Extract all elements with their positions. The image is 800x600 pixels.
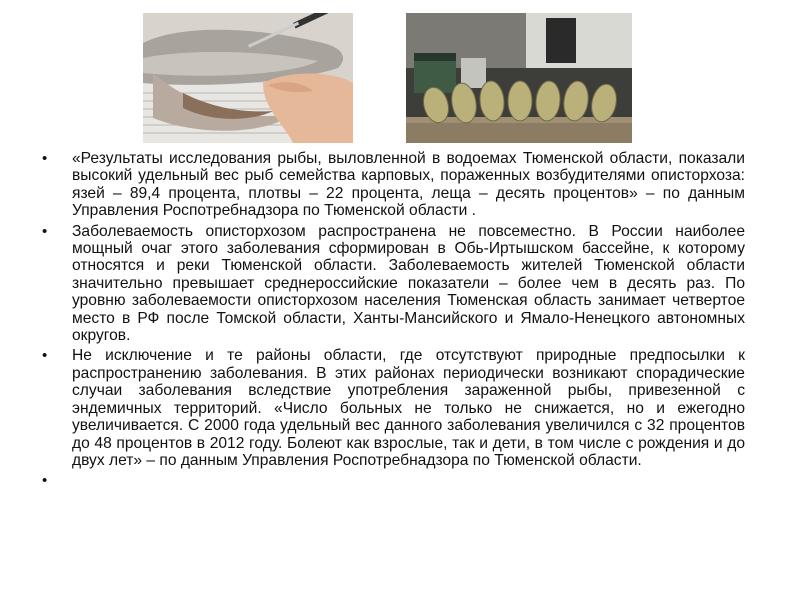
list-item [40, 472, 745, 490]
bullet-text: «Результаты исследования рыбы, выловленной в водоемах Тюменской области, показали высокий удельный вес рыб семейства карповых, пораженных возбудителями описторхоза: язей – 89,4 процента, плотвы – 22 процента, леща – десять процентов» – по данным Управления Роспотребнадзора по Тюменской области . [72, 150, 745, 220]
fish-cutting-photo [143, 13, 353, 143]
list-item [40, 347, 745, 469]
list-item [40, 150, 745, 220]
bullet-marker: • [42, 347, 48, 365]
list-item [40, 223, 745, 345]
bullet-marker: • [42, 150, 48, 167]
bullet-text: Не исключение и те районы области, где отсутствуют природные предпосылки к распространению заболевания. В этих районах периодически возникают спорадические случаи заболевания вследствие употребления зараженной рыбы, привезенной с эндемичных территорий. «Число больных не только не снижается, но и ежегодно увеличивается. С 2000 года удельный вес данного заболевания увеличился с 32 процентов до 48 процентов в 2012 году. Болеют как взрослые, так и дети, в том числе с рождения и до двух лет» – по данным Управления Роспотребнадзора по Тюменской области. [72, 347, 745, 469]
fish-shelf-photo [406, 13, 632, 143]
bullet-marker: • [42, 222, 48, 240]
bullet-list [40, 150, 745, 493]
bullet-text: Заболеваемость описторхозом распространена не повсеместно. В России наиболее мощный очаг этого заболевания сформирован в Обь-Иртышском бассейне, к которому относятся и реки Тюменской области. Заболеваемость жителей Тюменской области значительно превышает среднероссийские показатели – более чем в десять раз. По уровню заболеваемости описторхозом населения Тюменская область занимает четвертое место в РФ после Томской области, Ханты-Мансийского и Ямало-Ненецкого автономных округов. [72, 222, 745, 345]
bullet-marker: • [42, 472, 48, 490]
